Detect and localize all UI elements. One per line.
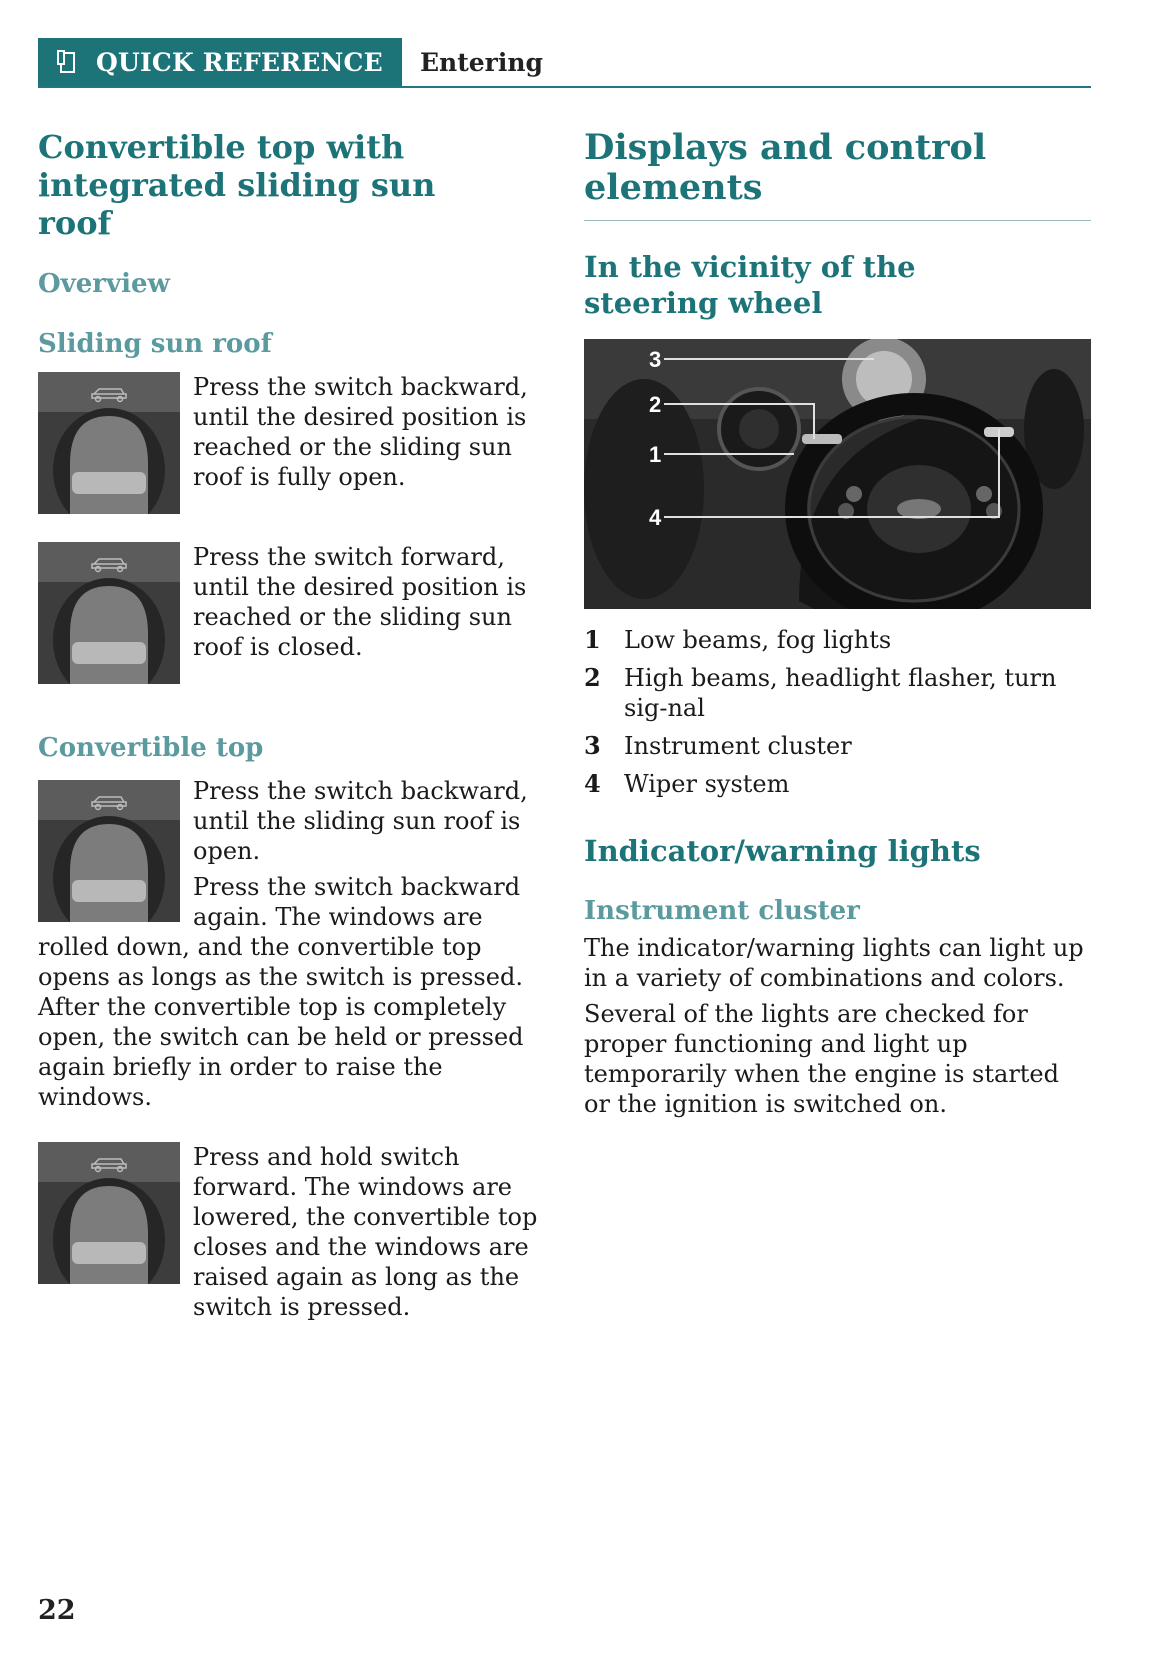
callout-1: 1 xyxy=(649,442,662,467)
list-item xyxy=(584,731,1091,761)
steering-wheel-photo xyxy=(584,339,1091,609)
roof-switch-icon xyxy=(38,372,180,514)
right-column xyxy=(584,128,1091,1119)
cluster-paragraph-1: The indicator/warning lights can light up in a variety of combinations and colors. xyxy=(584,934,1084,992)
sunroof-backward-block xyxy=(38,372,548,532)
page-header xyxy=(38,38,1091,88)
sunroof-backward-text: Press the switch backward, until the desired position is reached or the sliding sun roof is fully open. xyxy=(193,373,528,491)
roof-switch-icon xyxy=(38,1142,180,1284)
header-tab-label: QUICK REFERENCE xyxy=(96,48,383,77)
quick-reference-tab xyxy=(38,38,402,86)
sunroof-heading: Sliding sun roof xyxy=(38,329,272,359)
legend-text: Wiper system xyxy=(624,770,790,798)
callout-4: 4 xyxy=(649,505,662,530)
legend-text: Instrument cluster xyxy=(624,732,852,760)
top-backward-text-1: Press the switch backward, until the sliding sun roof is open. xyxy=(193,777,528,865)
cluster-paragraph-2: Several of the lights are checked for proper functioning and light up temporarily when the engine is started or the ignition is switched on. xyxy=(584,1000,1059,1118)
title-divider xyxy=(584,220,1091,221)
header-section-label: Entering xyxy=(420,48,544,77)
top-backward-text-2: Press the switch backward again. The windows are rolled down, and the convertible top opens as longs as the switch is pressed. After the convertible top is completely open, the switch can be held or pressed again briefly in order to raise the windows. xyxy=(38,873,524,1111)
page-number: 22 xyxy=(38,1595,76,1626)
left-column xyxy=(38,128,548,1321)
legend-number: 4 xyxy=(584,769,601,798)
legend-list xyxy=(584,625,1091,799)
indicator-heading: Indicator/warning lights xyxy=(584,834,981,868)
displays-title: Displays and control elements xyxy=(584,127,987,208)
legend-number: 1 xyxy=(584,625,601,654)
overview-heading: Overview xyxy=(38,269,170,299)
cluster-heading: Instrument cluster xyxy=(584,896,860,926)
list-item xyxy=(584,663,1091,723)
legend-text: Low beams, fog lights xyxy=(624,626,892,654)
legend-text: High beams, headlight flasher, turn sig-nal xyxy=(624,664,1057,722)
legend-number: 2 xyxy=(584,663,601,692)
sunroof-forward-block xyxy=(38,542,548,702)
legend-number: 3 xyxy=(584,731,601,760)
sunroof-forward-text: Press the switch forward, until the desired position is reached or the sliding sun roof is closed. xyxy=(193,543,527,661)
roof-switch-icon xyxy=(38,542,180,684)
callout-3: 3 xyxy=(649,347,662,372)
top-forward-block xyxy=(38,1142,548,1321)
list-item xyxy=(584,769,1091,799)
convertible-top-heading: Convertible top xyxy=(38,733,264,763)
convertible-top-title: Convertible top with integrated sliding sun roof xyxy=(38,128,436,242)
list-item xyxy=(584,625,1091,655)
book-icon xyxy=(56,50,78,74)
top-backward-block xyxy=(38,776,548,1112)
top-forward-text: Press and hold switch forward. The windows are lowered, the convertible top closes and the windows are raised again as long as the switch is pressed. xyxy=(193,1143,538,1321)
steering-heading: In the vicinity of the steering wheel xyxy=(584,250,916,320)
roof-switch-icon xyxy=(38,780,180,922)
callout-2: 2 xyxy=(649,392,662,417)
